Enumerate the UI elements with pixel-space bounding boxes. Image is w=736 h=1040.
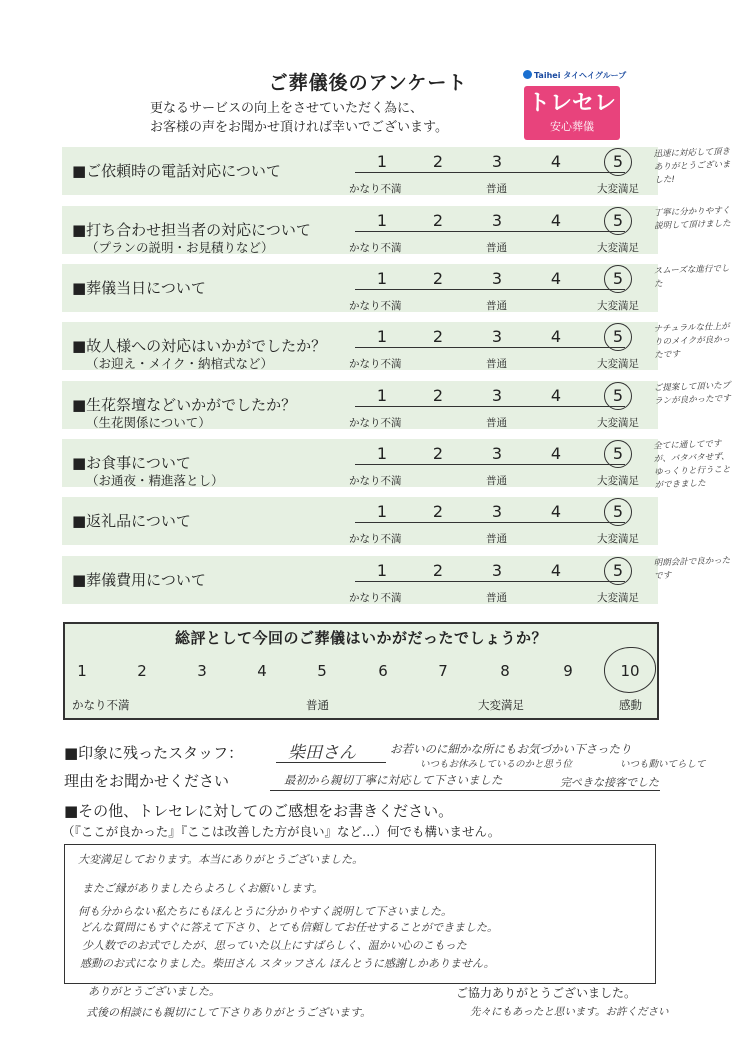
rating-option-4-2[interactable]: 2 [432,327,444,346]
margin-note-1[interactable]: 迅速に対応して頂きありがとうございました! [653,146,731,186]
label-mid-3: 普通 [486,300,507,312]
rating-option-7-2[interactable]: 2 [432,502,444,521]
overall-option-5[interactable]: 5 [317,662,327,680]
rating-option-5-4[interactable]: 4 [550,386,562,405]
comment-line-4[interactable]: どんな質問にもすぐに答えて下さり、とても信頼してお任せすることができました。 [80,921,498,934]
scale-line-2 [355,231,625,232]
label-high-6: 大変満足 [597,475,639,487]
rating-option-3-4[interactable]: 4 [550,269,562,288]
staff-comment-1b[interactable]: いつも動いてらして [620,759,706,770]
label-low-3: かなり不満 [349,300,402,312]
label-mid-6: 普通 [486,475,507,487]
overall-option-3[interactable]: 3 [197,662,207,680]
rating-option-6-4[interactable]: 4 [550,444,562,463]
rating-option-2-2[interactable]: 2 [432,211,444,230]
margin-note-6[interactable]: 全てに通してですが、バタバタせず、ゆっくりと行うことができました [653,439,731,491]
label-high-4: 大変満足 [597,358,639,370]
comment-line-6[interactable]: 感動のお式になりました。柴田さん スタッフさん ほんとうに感謝しかありません。 [80,957,495,970]
selected-circle-2 [604,207,632,235]
selected-circle-6 [604,440,632,468]
logo-sub-text: 安心葬儀 [550,120,594,133]
reason-label: 理由をお聞かせください [64,772,230,790]
label-high-2: 大変満足 [597,242,639,254]
rating-option-8-5[interactable]: 5 [612,561,624,580]
overall-label-mid: 普通 [306,698,329,712]
selected-circle-8 [604,557,632,585]
scale-line-1 [355,172,625,173]
rating-option-5-2[interactable]: 2 [432,386,444,405]
selected-circle-4 [604,323,632,351]
rating-option-6-2[interactable]: 2 [432,444,444,463]
permission-note[interactable]: 先々にもあったと思います。お許ください [470,1006,669,1018]
overall-label-low: かなり不満 [72,698,130,712]
label-mid-1: 普通 [486,183,507,195]
intro-line-2: お客様の声をお聞かせ頂ければ幸いでございます。 [150,120,448,135]
scale-line-6 [355,464,625,465]
question-title-1: ■ご依頼時の電話対応について [72,162,281,180]
rating-option-6-3[interactable]: 3 [491,444,503,463]
overall-option-9[interactable]: 9 [563,662,573,680]
comment-line-2[interactable]: またご縁がありましたらよろしくお願いします。 [82,882,324,895]
label-mid-5: 普通 [486,417,507,429]
rating-option-8-1[interactable]: 1 [376,561,388,580]
reason-text[interactable]: 最初から親切丁寧に対応して下さいました [284,773,503,787]
rating-option-5-1[interactable]: 1 [376,386,388,405]
overall-option-7[interactable]: 7 [438,662,448,680]
other-label: ■その他、トレセレに対してのご感想をお書きください。 [64,802,454,820]
rating-option-5-5[interactable]: 5 [612,386,624,405]
rating-option-2-1[interactable]: 1 [376,211,388,230]
label-low-2: かなり不満 [349,242,402,254]
rating-option-4-3[interactable]: 3 [491,327,503,346]
reason-underline [270,790,660,791]
label-high-3: 大変満足 [597,300,639,312]
selected-circle-5 [604,382,632,410]
question-sub-4: （お迎え・メイク・納棺式など） [86,356,274,371]
brand-logo [524,86,620,140]
comment-line-1[interactable]: 大変満足しております。本当にありがとうございました。 [78,853,364,866]
label-low-4: かなり不満 [349,358,402,370]
staff-comment-2[interactable]: いつもお休みしているのかと思う位 [420,759,573,770]
brand-group-label: Taihei タイヘイグループ [523,70,626,81]
scale-line-5 [355,406,625,407]
rating-option-7-4[interactable]: 4 [550,502,562,521]
overall-label-top: 感動 [619,698,642,712]
page-title: ご葬儀後のアンケート [268,72,468,94]
label-low-1: かなり不満 [349,183,402,195]
rating-option-1-3[interactable]: 3 [491,152,503,171]
margin-note-8[interactable]: 明朗会計で良かったです [653,555,731,582]
rating-option-8-3[interactable]: 3 [491,561,503,580]
overall-option-1[interactable]: 1 [77,662,87,680]
rating-option-6-1[interactable]: 1 [376,444,388,463]
scale-line-8 [355,581,625,582]
label-low-5: かなり不満 [349,417,402,429]
label-high-8: 大変満足 [597,592,639,604]
rating-option-3-2[interactable]: 2 [432,269,444,288]
question-title-7: ■返礼品について [72,512,191,530]
overall-option-10[interactable]: 10 [620,662,640,680]
staff-label: ■印象に残ったスタッフ： [64,744,244,762]
question-title-8: ■葬儀費用について [72,571,206,589]
question-title-2: ■打ち合わせ担当者の対応について [72,221,311,239]
comment-line-7[interactable]: ありがとうございました。 [88,985,220,998]
question-title-5: ■生花祭壇などいかがでしたか？ [72,396,297,414]
intro-line-1: 更なるサービスの向上をさせていただく為に、 [150,101,424,116]
label-low-6: かなり不満 [349,475,402,487]
rating-option-4-4[interactable]: 4 [550,327,562,346]
rating-option-3-3[interactable]: 3 [491,269,503,288]
comment-line-5[interactable]: 少人数でのお式でしたが、思っていた以上にすばらしく、温かい心のこもった [82,939,467,952]
label-high-5: 大変満足 [597,417,639,429]
selected-circle-7 [604,498,632,526]
label-low-8: かなり不満 [349,592,402,604]
rating-option-7-5[interactable]: 5 [612,502,624,521]
rating-option-6-5[interactable]: 5 [612,444,624,463]
rating-option-1-5[interactable]: 5 [612,152,624,171]
rating-option-8-4[interactable]: 4 [550,561,562,580]
thanks-text: ご協力ありがとうございました。 [456,986,637,1000]
overall-option-2[interactable]: 2 [137,662,147,680]
scale-line-4 [355,347,625,348]
rating-option-1-1[interactable]: 1 [376,152,388,171]
label-high-1: 大変満足 [597,183,639,195]
question-title-4: ■故人様への対応はいかがでしたか？ [72,337,327,355]
rating-option-3-5[interactable]: 5 [612,269,624,288]
overall-label-high: 大変満足 [478,698,524,712]
other-sub: （『ここが良かった』『ここは改善した方が良い』など…）何でも構いません。 [62,824,501,839]
rating-option-1-2[interactable]: 2 [432,152,444,171]
margin-note-3[interactable]: スムーズな進行でした [653,263,730,290]
rating-option-1-4[interactable]: 4 [550,152,562,171]
comment-line-8[interactable]: 式後の相談にも親切にして下さりありがとうございます。 [86,1006,372,1019]
staff-name[interactable]: 柴田さん [288,743,356,763]
label-mid-4: 普通 [486,358,507,370]
overall-option-6[interactable]: 6 [378,662,388,680]
rating-option-2-3[interactable]: 3 [491,211,503,230]
overall-option-8[interactable]: 8 [500,662,510,680]
selected-circle-1 [604,148,632,176]
rating-option-5-3[interactable]: 3 [491,386,503,405]
rating-option-4-5[interactable]: 5 [612,327,624,346]
reason-text-2[interactable]: 完ぺきな接客でした [560,776,659,789]
margin-note-2[interactable]: 丁寧に分かりやすく説明して頂けました [653,205,731,232]
overall-title: 総評として今回のご葬儀はいかがだったでしょうか？ [174,629,547,647]
rating-option-4-1[interactable]: 1 [376,327,388,346]
question-sub-6: （お通夜・精進落とし） [86,473,224,488]
staff-name-underline [276,762,386,763]
label-mid-8: 普通 [486,592,507,604]
comment-line-3[interactable]: 何も分からない私たちにもほんとうに分かりやすく説明して下さいました。 [78,905,452,918]
overall-option-4[interactable]: 4 [257,662,267,680]
logo-main-text: トレセレ [527,91,616,116]
label-mid-2: 普通 [486,242,507,254]
staff-comment-1[interactable]: お若いのに細かな所にもお気づかい下さったり [390,742,632,756]
label-mid-7: 普通 [486,533,507,545]
margin-note-4[interactable]: ナチュラルな仕上がりのメイクが良かったです [653,321,731,361]
rating-option-2-4[interactable]: 4 [550,211,562,230]
rating-option-8-2[interactable]: 2 [432,561,444,580]
rating-option-7-1[interactable]: 1 [376,502,388,521]
brand-dot-icon [523,70,532,79]
label-low-7: かなり不満 [349,533,402,545]
margin-note-5[interactable]: ご提案して頂いたプランが良かったです [653,380,731,407]
rating-option-3-1[interactable]: 1 [376,269,388,288]
label-high-7: 大変満足 [597,533,639,545]
selected-circle-3 [604,265,632,293]
question-sub-2: （プランの説明・お見積りなど） [86,240,274,255]
scale-line-7 [355,522,625,523]
rating-option-2-5[interactable]: 5 [612,211,624,230]
question-title-6: ■お食事について [72,454,191,472]
question-sub-5: （生花関係について） [86,415,211,430]
rating-option-7-3[interactable]: 3 [491,502,503,521]
question-title-3: ■葬儀当日について [72,279,206,297]
scale-line-3 [355,289,625,290]
